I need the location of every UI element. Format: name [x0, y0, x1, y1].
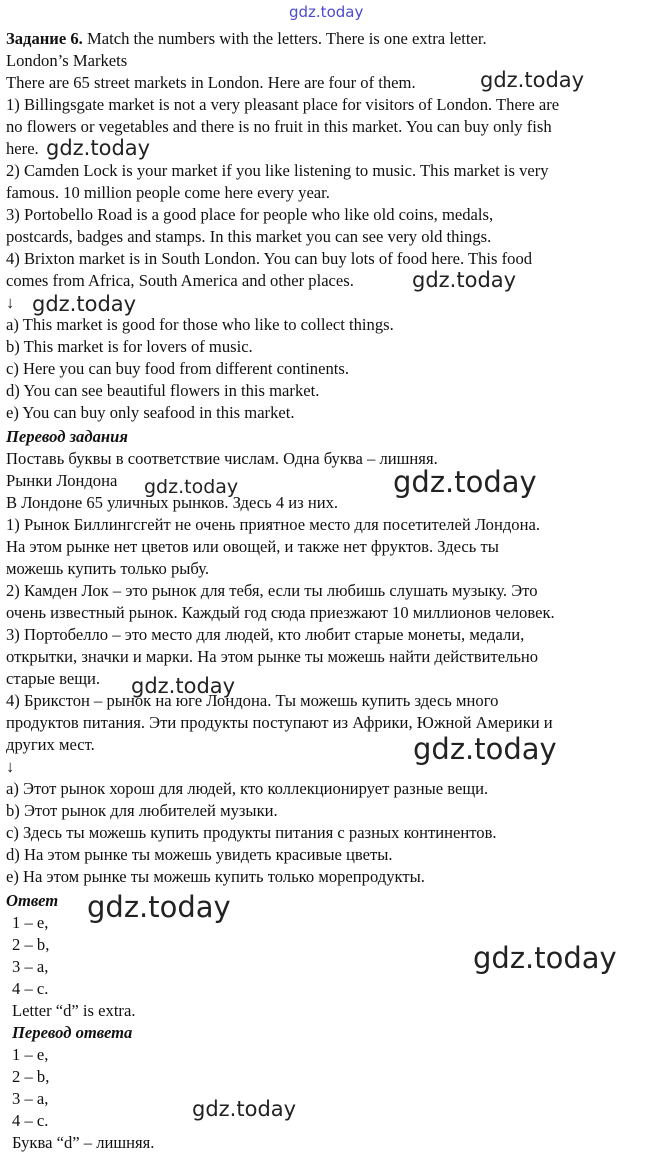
- option-b: b) This market is for lovers of music.: [6, 337, 253, 356]
- watermark: gdz.today: [473, 941, 617, 975]
- translation-intro: В Лондоне 65 уличных рынков. Здесь 4 из них.: [6, 493, 339, 512]
- answer-translation-item: 3 – a,: [12, 1089, 49, 1108]
- watermark: gdz.today: [46, 136, 151, 160]
- task-paragraph-4: comes from Africa, South America and other places.: [6, 271, 354, 290]
- translation-paragraph-4: других мест.: [6, 735, 95, 754]
- watermark: gdz.today: [32, 292, 137, 316]
- task-paragraph-1: no flowers or vegetables and there is no fruit in this market. You can buy only fish: [6, 117, 552, 136]
- translation-paragraph-1: 1) Рынок Биллингсгейт не очень приятное место для посетителей Лондона.: [6, 515, 540, 534]
- answer-item: 3 – a,: [12, 957, 49, 976]
- watermark: gdz.today: [393, 465, 537, 499]
- translation-title: Рынки Лондона: [6, 471, 118, 490]
- task-paragraph-3: postcards, badges and stamps. In this market you can see very old things.: [6, 227, 492, 246]
- translation-heading: Перевод задания: [6, 427, 128, 446]
- task-instruction: Match the numbers with the letters. There is one extra letter.: [86, 29, 487, 48]
- translation-instruction: Поставь буквы в соответствие числам. Одна буква – лишняя.: [6, 449, 438, 468]
- task-paragraph-2: famous. 10 million people come here every year.: [6, 183, 330, 202]
- option-e: e) You can buy only seafood in this market.: [6, 403, 295, 422]
- translation-option-c: c) Здесь ты можешь купить продукты питания с разных континентов.: [6, 823, 497, 842]
- answer-translation-extra: Буква “d” – лишняя.: [12, 1133, 155, 1152]
- answer-item: 2 – b,: [12, 935, 50, 954]
- option-c: c) Here you can buy food from different continents.: [6, 359, 349, 378]
- watermark: gdz.today: [412, 268, 517, 292]
- translation-paragraph-3: 3) Портобелло – это место для людей, кто любит старые монеты, медали,: [6, 625, 525, 644]
- watermark: gdz.today: [144, 476, 239, 498]
- task-paragraph-1: here.: [6, 139, 39, 158]
- answer-translation-item: 2 – b,: [12, 1067, 50, 1086]
- task-paragraph-4: 4) Brixton market is in South London. You can buy lots of food here. This food: [6, 249, 533, 268]
- arrow-down-icon: ↓: [6, 293, 15, 312]
- watermark: gdz.today: [131, 674, 236, 698]
- answer-item: 4 – c.: [12, 979, 49, 998]
- arrow-down-icon: ↓: [6, 757, 15, 776]
- translation-paragraph-1: На этом рынке нет цветов или овощей, и также нет фруктов. Здесь ты: [6, 537, 499, 556]
- translation-option-d: d) На этом рынке ты можешь увидеть красивые цветы.: [6, 845, 393, 864]
- answer-heading: Ответ: [6, 891, 59, 910]
- task-paragraph-1: 1) Billingsgate market is not a very pleasant place for visitors of London. There are: [6, 95, 560, 114]
- task-paragraph-3: 3) Portobello Road is a good place for people who like old coins, medals,: [6, 205, 494, 224]
- answer-translation-heading: Перевод ответа: [12, 1023, 133, 1042]
- translation-paragraph-2: очень известный рынок. Каждый год сюда приезжают 10 миллионов человек.: [6, 603, 555, 622]
- translation-paragraph-1: можешь купить только рыбу.: [6, 559, 210, 578]
- option-a: a) This market is good for those who like to collect things.: [6, 315, 394, 334]
- watermark: gdz.today: [413, 732, 557, 766]
- option-d: d) You can see beautiful flowers in this market.: [6, 381, 320, 400]
- translation-option-a: a) Этот рынок хорош для людей, кто коллекционирует разные вещи.: [6, 779, 489, 798]
- answer-extra: Letter “d” is extra.: [12, 1001, 136, 1020]
- answer-item: 1 – e,: [12, 913, 49, 932]
- translation-option-b: b) Этот рынок для любителей музыки.: [6, 801, 278, 820]
- task-heading: Задание 6.: [6, 29, 83, 48]
- translation-paragraph-3: открытки, значки и марки. На этом рынке ты можешь найти действительно: [6, 647, 539, 666]
- task-instruction-line: [6, 28, 487, 50]
- translation-option-e: e) На этом рынке ты можешь купить только морепродукты.: [6, 867, 425, 886]
- watermark: gdz.today: [87, 890, 231, 924]
- answer-translation-item: 1 – e,: [12, 1045, 49, 1064]
- task-intro: There are 65 street markets in London. Here are four of them.: [6, 73, 416, 92]
- answer-translation-item: 4 – c.: [12, 1111, 49, 1130]
- watermark: gdz.today: [480, 68, 585, 92]
- translation-paragraph-2: 2) Камден Лок – это рынок для тебя, если ты любишь слушать музыку. Это: [6, 581, 538, 600]
- task-paragraph-2: 2) Camden Lock is your market if you like listening to music. This market is very: [6, 161, 549, 180]
- task-title: London’s Markets: [6, 51, 128, 70]
- watermark: gdz.today: [192, 1097, 297, 1121]
- translation-paragraph-4: продуктов питания. Эти продукты поступают из Африки, Южной Америки и: [6, 713, 553, 732]
- translation-paragraph-3: старые вещи.: [6, 669, 101, 688]
- watermark-top: gdz.today: [289, 3, 364, 21]
- translation-paragraph-4: 4) Брикстон – рынок на юге Лондона. Ты можешь купить здесь много: [6, 691, 499, 710]
